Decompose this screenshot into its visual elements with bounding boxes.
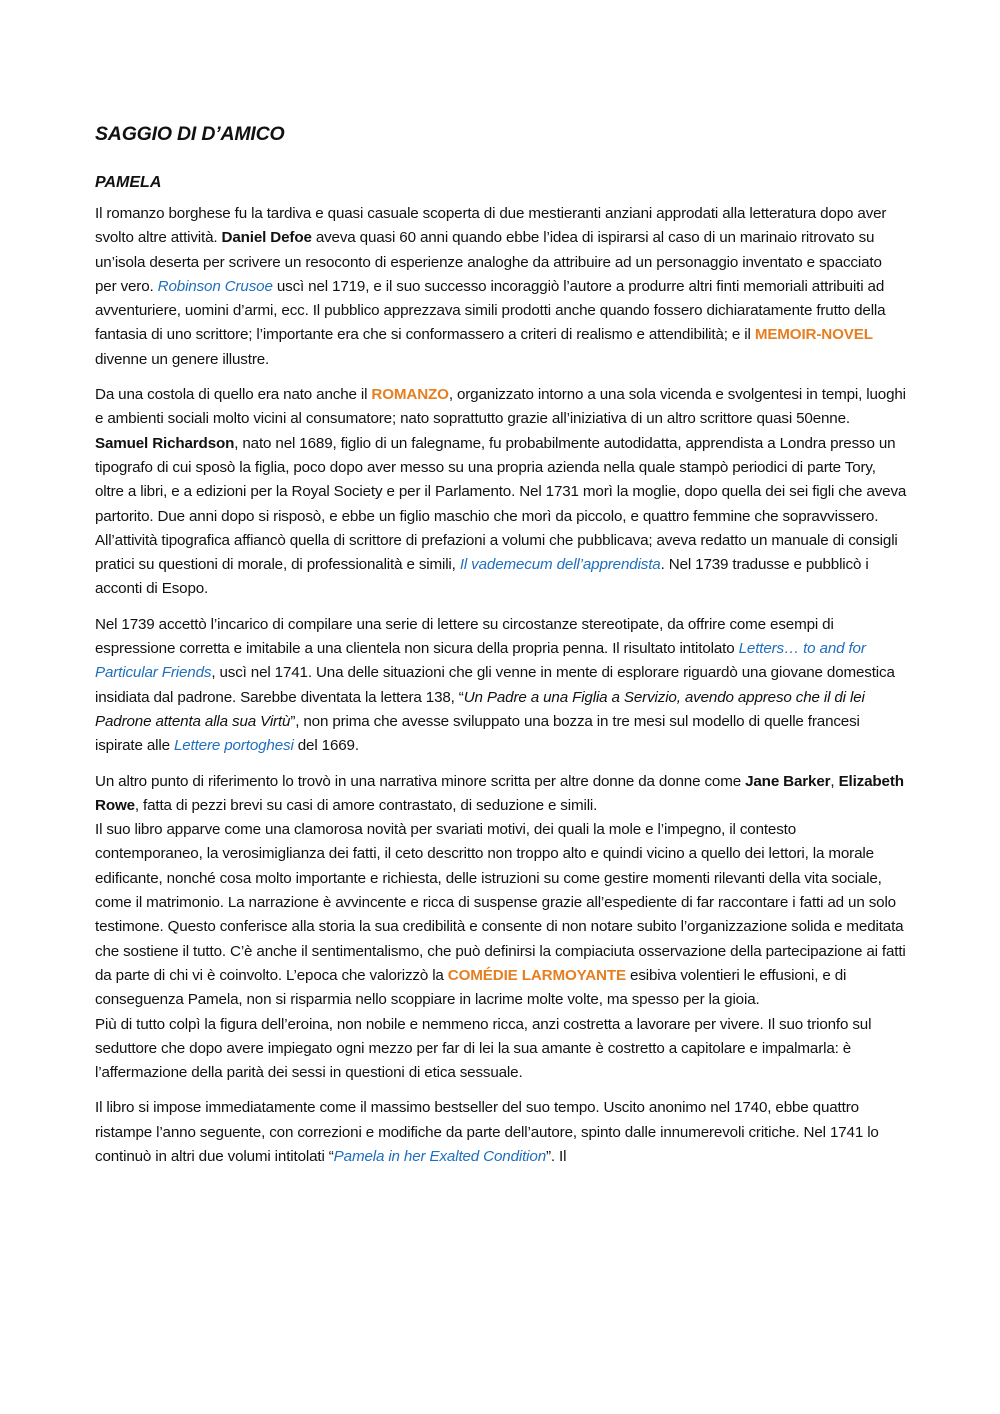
- text-run: aveva quasi 60 anni quando ebbe l’idea di ispirarsi al caso di un marinaio ritrovato su un’isola deserta per scrivere un resoconto di esperienze analoghe da attribuire ad un personaggio inventato e spacciato per vero.: [95, 229, 882, 295]
- text-run: , organizzato intorno a una sola vicenda e svolgentesi in tempi, luoghi e ambienti sociali molto vicini al consumatore; nato soprattutto grazie all’iniziativa di un altro scrittore quasi 50enne.: [95, 386, 906, 428]
- document-page: [95, 118, 907, 1180]
- text-run: . Nel 1739 tradusse e pubblicò i acconti di Esopo.: [95, 556, 869, 598]
- text-run: ,: [830, 772, 839, 790]
- text-run: uscì nel 1719, e il suo successo incoraggiò l’autore a produrre altri finti memoriali attribuiti ad avventuriere, uomini d’armi, ecc. Il pubblico apprezzava simili prodotti anche quando fossero dichiaratamente frutto della fantasia di uno scrittore; l’importante era che si conformassero a criteri di realismo e attendibilità; e il: [95, 277, 886, 344]
- text-run: Nel 1739 accettò l’incarico di compilare una serie di lettere su circostanze stereotipate, da offrire come esempi di espressione corretta e imitabile a una clientela non sicura della propria penna. Il risultato intitolato: [95, 615, 834, 658]
- text-run: esibiva volentieri le effusioni, e di conseguenza Pamela, non si risparmia nello scoppiare in lacrime molte volte, ma spesso per la gioia.: [95, 966, 847, 1009]
- document-title: SAGGIO DI D’AMICO: [95, 123, 285, 145]
- book-title: Letters… to and for Particular Friends: [95, 640, 866, 682]
- genre-term: ROMANZO: [371, 386, 449, 404]
- text-run: Un altro punto di riferimento lo trovò in una narrativa minore scritta per altre donne da donne come: [95, 772, 746, 790]
- genre-term: MEMOIR-NOVEL: [754, 326, 873, 344]
- text-run: , uscì nel 1741. Una delle situazioni che gli venne in mente di esplorare riguardò una giovane domestica insidiata dal padrone. Sarebbe diventata la lettera 138, “: [95, 664, 895, 706]
- text-run: ”. Il: [546, 1147, 567, 1165]
- book-title: Il vademecum dell’apprendista: [459, 556, 661, 574]
- book-title: Robinson Crusoe: [157, 277, 273, 295]
- paragraph-2: [95, 383, 907, 602]
- paragraph-5: [95, 1096, 907, 1169]
- text-run: del 1669.: [293, 737, 359, 755]
- book-title: Pamela in her Exalted Condition: [333, 1147, 546, 1165]
- text-run: Più di tutto colpì la figura dell’eroina, non nobile e nemmeno ricca, anzi costretta a lavorare per vivere. Il suo trionfo sul seduttore che dopo avere impiegato ogni mezzo per far di lei la sua amante è costretto a capitolare e impalmarla: è l’affermazione della parità dei sessi in questioni di etica sessuale.: [95, 1015, 872, 1082]
- text-run: Il suo libro apparve come una clamorosa novità per svariati motivi, dei quali la mole e l’impegno, il contesto contemporaneo, la verosimiglianza dei fatti, il ceto descritto non troppo alto e quindi vicino a quello dei lettori, la morale edificante, nonché cosa molto importante e richiesta, delle istruzioni su come gestire momenti rilevanti della vita sociale, come il matrimonio. La narrazione è avvincente e ricca di suspense grazie all’espediente di far raccontare i fatti ad un solo testimone. Questo conferisce alla storia la sua credibilità e consente di non notare subito l’organizzazione solida e meditata che sostiene il tutto. C’è anche il sentimentalismo, che può definirsi la compiaciuta osservazione della partecipazione ai fatti da parte di chi vi è coinvolto. L’epoca che valorizzò la: [95, 821, 906, 984]
- author-name: Elizabeth Rowe: [95, 772, 904, 814]
- paragraph-4: [95, 770, 907, 1086]
- book-title: Lettere portoghesi: [173, 737, 294, 755]
- author-name: Jane Barker: [745, 772, 831, 790]
- text-run: , nato nel 1689, figlio di un falegname, fu probabilmente autodidatta, apprendista a Londra presso un tipografo di cui sposò la figlia, poco dopo aver messo su una propria azienda nella quale stampò periodici di parte Tory, oltre a libri, e a edizioni per la Royal Society e per il Parlamento. Nel 1731 morì la moglie, dopo quella dei sei figli che aveva partorito. Due anni dopo si risposò, e ebbe un figlio maschio che morì da piccolo, e quattro femmine che sopravvissero. All’attività tipografica affiancò quella di scrittore di prefazioni a volumi che pubblicava; aveva redatto un manuale di consigli pratici su questioni di morale, di professionalità e simili,: [95, 434, 907, 574]
- letter-title: Un Padre a una Figlia a Servizio, avendo appreso che il di lei Padrone attenta alla sua Virtù: [95, 688, 865, 730]
- text-run: Il libro si impose immediatamente come il massimo bestseller del suo tempo. Uscito anonimo nel 1740, ebbe quattro ristampe l’anno seguente, con correzioni e modifiche da parte dell’autore, spinto dalle innumerevoli critiche. Nel 1741 lo continuò in altri due volumi intitolati “: [95, 1099, 879, 1165]
- author-name: Daniel Defoe: [221, 229, 312, 247]
- text-run: Da una costola di quello era nato anche il: [95, 386, 372, 404]
- text-run: divenne un genere illustre.: [95, 350, 270, 368]
- section-title: PAMELA: [95, 174, 162, 191]
- text-run: , fatta di pezzi brevi su casi di amore contrastato, di seduzione e simili.: [134, 796, 598, 814]
- paragraph-3: [95, 613, 907, 759]
- paragraph-1: [95, 202, 907, 372]
- author-name: Samuel Richardson: [95, 434, 235, 452]
- text-run: Il romanzo borghese fu la tardiva e quasi casuale scoperta di due mestieranti anziani approdati alla letteratura dopo aver svolto altre attività.: [95, 205, 887, 247]
- text-run: ”, non prima che avesse sviluppato una bozza in tre mesi sul modello di quelle francesi ispirate alle: [95, 712, 860, 755]
- genre-term: COMÉDIE LARMOYANTE: [447, 966, 626, 984]
